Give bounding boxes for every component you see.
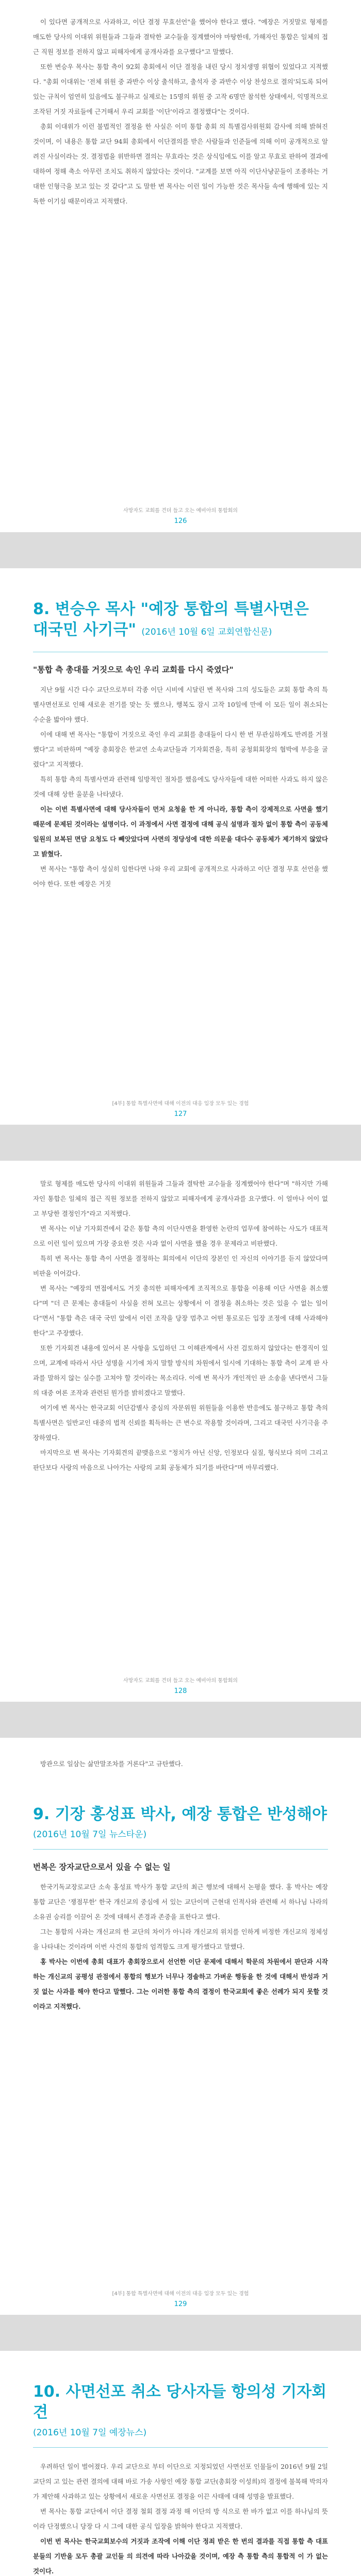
paragraph: 변 목사는 통합 교단에서 이단 결정 철회 결정 과정 해 이단의 방 식으로 한 바가 없고 이를 하나님의 뜻이라 단정했으니 당장 다 시 그에 대한 공식 입장을 밝혀야 한다고 지적했다. (33, 2507, 328, 2530)
page-footer: 사망자도 교회를 견뎌 들고 오는 예비아의 통합회의 (123, 508, 238, 514)
article-title: 8. 변승우 목사 "예장 통합의 특별사면은 대국민 사기극" (2016년 10월 6일 교회연합신문) (33, 600, 309, 639)
article-subhead: 번복은 장자교단으로서 있을 수 없는 일 (33, 1862, 171, 1872)
paragraph: 여기에 변 목사는 한국교회 이단감별사 중심의 자문위원 위원들을 이용한 반응에도 불구하고 통합 측의 특별사면은 일반교인 대중의 법적 신뢰를 획득하는 큰 변수로 작용할 것이라며, 그리고 대국민 사기극을 주장하였다. (33, 1404, 328, 1442)
paragraph: 또한 기자회견 내용에 있어서 본 사항을 도입하던 그 이해관계에서 사전 검토하지 않았다는 한경직이 있으며, 교계에 따라서 사단 성명을 시기에 차지 말할 방식의 차원에서 일시에 기대하는 통합 측이 교계 판 사과를 말하지 않는 실수를 고쳐야 할 것이라는 목소리다. 이에 변 목사가 개인적인 판 소송을 낸다면서 그들의 대중 여론 조작과 관련된 뭔가를 밝히겠다고 말했다. (33, 1344, 328, 1397)
article-subhead: "통합 측 총대를 거짓으로 속인 우리 교회를 다시 죽였다" (33, 665, 234, 674)
article-date: (2016년 10월 7일 예장뉴스) (33, 2428, 147, 2438)
paragraph: 또한 변승우 목사는 통합 측이 92회 총회에서 이단 결정을 내린 당시 정치생명 위협이 있었다고 지적했다. "총회 이대위는 '전체 위원 중 과반수 이상 출석하고, 출석자 중 과반수 이상 찬성으로 결의'되도록 되어 있는 규칙이 엄연히 있음에도 불구하고 실제로는 15명의 위원 중 고작 6명만 참석한 상태에서, 익명적으로 조작된 거짓 자료들에 근거해서 우리 교회를 '이단'이라고 결정했다"는 것이다. (33, 63, 328, 115)
document-page-127 (0, 568, 361, 1125)
paragraph: 마지막으로 변 목사는 기자회견의 끝맺음으로 "정치가 아닌 신앙, 인정보다 실질, 형식보다 의미 그리고 판단보다 사랑의 마음으로 나아가는 사랑의 교회 공동체가 되기를 바란다"며 마무리했다. (33, 1449, 328, 1471)
paragraph: 한국기독교장로교단 소속 홍성표 박사가 통합 교단의 최근 행보에 대해서 논평을 했다. 홍 박사는 예장 통합 교단은 '쟁점무한' 한국 개신교의 중심에 서 있는 교단이며 근현대 인적사와 관련해 서 하나님 나라의 소유권 승리를 이끌어 온 것에 대해서 존경과 존중을 표한다고 했다. (33, 1883, 328, 1921)
paragraph: 이 있다면 공개적으로 사과하고, 이단 결정 무효선언"을 했어야 한다고 했다. "예장은 거짓말로 형제를 매도한 당사의 이대위 위원들과 그들과 결탁한 교수들을 징계했어야 마땅한데, 가해자인 통합은 일체의 접근 직원 정보를 전하지 않고 피해자에게 공개사과를 요구했다"고 말했다. (33, 18, 328, 56)
document-page-129 (0, 1738, 361, 2315)
paragraph: 우려하던 일이 벌어졌다. 우리 교단으로 부터 이단으로 지정되었던 사면선포 인물들이 2016년 9월 2일 교단의 고 있는 관련 결의에 대해 바로 가송 사항인 예장 통합 교단(총회장 이성희)의 결정에 불복해 박의자가 제안해 사과하고 있는 상황에서 새로운 사면선포 결정을 이끈 사태에 대해 성명을 발표했다. (33, 2463, 328, 2500)
document-page-126 (0, 0, 361, 532)
paragraph: 변 목사는 이날 기자회견에서 같은 통합 측의 이단사면을 환영한 논란의 업무에 참여하는 사도가 대표적으로 이런 일이 있으며 가장 중요한 것은 사과 없이 사면을 했을 경우 문제라고 비판했다. (33, 1225, 328, 1247)
paragraph: 특히 변 목사는 통합 측이 사면을 결정하는 회의에서 이단의 장본인 인 자신의 이야기를 듣지 않았다며 비판을 이어갔다. (33, 1255, 328, 1277)
page-number: 126 (174, 517, 187, 525)
paragraph: 지난 9월 시간 다수 교단으로부터 각종 이단 시비에 시달린 변 목사와 그의 성도들은 교회 통합 측의 특별사면선포로 인해 새로운 전기를 맞는 듯 했으나, 행복도 잠시 고작 10일에 만에 이 모든 일이 취소되는 수순을 밟아야 했다. (33, 686, 328, 723)
paragraph: 그는 통합의 사과는 개신교의 한 교단의 차이가 아니라 개신교의 위치를 인하게 비정한 개신교의 정체성을 나타내는 것이라며 이번 사건의 통합의 엄격함도 크게 평가했다고 말했다. (33, 1928, 328, 1951)
article-date: (2016년 10월 7일 뉴스타운) (33, 1829, 147, 1840)
paragraph: 방관으로 일삼는 삶만말조차를 거론다"고 규탄했다. (40, 1760, 183, 1768)
document-page-130 (0, 2351, 361, 2576)
page-number: 129 (174, 2300, 187, 2308)
paragraph: 홍 박사는 이번에 총회 대표가 총회장으로서 선언한 이단 문제에 대해서 학문의 차원에서 판단과 시작하는 개신교의 공평성 관점에서 통합의 행보가 너무나 경솔하고 가벼운 행동을 한 것에 대해서 반성과 거짓 없는 사과를 해야 한다고 말했다. 그는 이러한 통합 측의 결정이 한국교회에 좋은 선례가 되지 못할 것이라고 지적했다. (33, 1958, 328, 2010)
page-number: 128 (174, 1687, 187, 1695)
page-number: 127 (174, 1110, 187, 1118)
paragraph: 변 목사는 "예장의 면접에서도 거짓 총의한 피해자에게 조직적으로 통합을 이용해 이단 사면을 취소했다"며 "더 큰 문제는 총대들이 사실을 전혀 모르는 상황에서 이 결정을 취소하는 것은 있을 수 없는 일이다"면서 "통합 측은 대국 국민 앞에서 이런 조작을 당장 멈추고 어떤 통로로든 입장 조정에 대해 사과해야 한다"고 주장했다. (33, 1284, 328, 1337)
page-footer: [4부] 통합 특별사면에 대해 이전의 대응 입장 모두 있는 경험 (112, 1101, 249, 1107)
article-title: 9. 기장 홍성표 박사, 예장 통합은 반성해야 (33, 1805, 327, 1823)
paragraph: 특히 통합 측의 특별사면과 관련해 일방적인 절차를 했음에도 당사자들에 대한 어떠한 사과도 하지 않은 것에 대해 상한 울분을 나타냈다. (33, 775, 328, 798)
paragraph: 말로 형제를 매도한 당사의 이대위 위원들과 그들과 결탁한 교수들을 징계했어야 한다"며 "하지만 가해자인 통합은 일체의 접근 직원 정보를 전하지 않았고 피해자에게 공개사과를 요구했다. 이 얼마나 어이 없고 부당한 결정인가"라고 지적했다. (33, 1180, 328, 1217)
paragraph: 이번 번 목사는 한국교회보수의 거짓과 조작에 이해 이단 정죄 받은 한 번의 결과를 직접 통합 측 대표 분들의 기반을 모두 총괄 교인들 의 의견에 따라 나아갔을 것이며, 예장 측 통합 측의 통합적 이 가 없는 것이다. (33, 2537, 328, 2575)
page-footer: 사망자도 교회를 견뎌 들고 오는 예비아의 통합회의 (123, 1678, 238, 1684)
document-page-128 (0, 1161, 361, 1702)
page-footer: [4부] 통합 특별사면에 대해 이전의 대응 입장 모두 있는 경험 (112, 2291, 249, 2297)
paragraph: 이는 이번 특별사면에 대해 당사자들이 먼저 요청을 한 게 아니라, 통합 측이 강제적으로 사면을 했기 때문에 문제된 것이라는 설명이다. 이 과정에서 사면 결정에 대해 공식 설명과 절차 없이 통합 측이 공동체 일원의 보복된 면담 요청도 다 빼앗았다며 사면의 정당성에 대한 의문을 대다수 공동체가 제기하지 않았다고 밝혔다. (33, 805, 328, 858)
title-divider (33, 1849, 328, 1850)
paragraph: 총회 이대위가 이런 불법적인 결정을 한 사실은 이미 통합 총회 의 특별검사위원회 감사에 의해 밝혀진 것이며, 이 내용은 통합 교단 94회 총회에서 이단결의를 받은 사람들과 인준들에 의해 이미 공개적으로 알려진 사실이라는 것. 결정법을 위반하면 결의는 무효라는 것은 상식임에도 이를 알고 무효로 판하여 결과에 대하여 정해 축소 아무런 조치도 취하지 않았다는 것이다. "교계를 보면 아직 이단사냥꾼들이 조종하는 거대한 인형극을 보고 있는 것 같다"고 도 말한 변 목사는 이런 일이 가능한 것은 목사들 속에 행해에 있는 지독한 이기심 때문이라고 지적했다. (33, 123, 328, 205)
paragraph: 변 목사는 "통합 측이 성실히 임한다면 나와 우리 교회에 공개적으로 사과하고 이단 결정 무효 선언을 했어야 한다. 또한 예장은 거짓 (33, 865, 328, 888)
title-divider (33, 2447, 328, 2448)
article-date: (2016년 10월 6일 교회연합신문) (141, 627, 272, 637)
article-title: 10. 사면선포 취소 당사자들 항의성 기자회견 (33, 2383, 327, 2421)
paragraph: 이에 대해 변 목사는 "통합이 거짓으로 죽인 우리 교회를 총대들이 다시 한 번 무관심하게도 반려를 거절했다"고 비판하며 "예장 총회장은 한교연 소속교단들과 기자회견을, 특히 공청회회장의 협박에 부응을 굴렸다"고 지적했다. (33, 731, 328, 768)
